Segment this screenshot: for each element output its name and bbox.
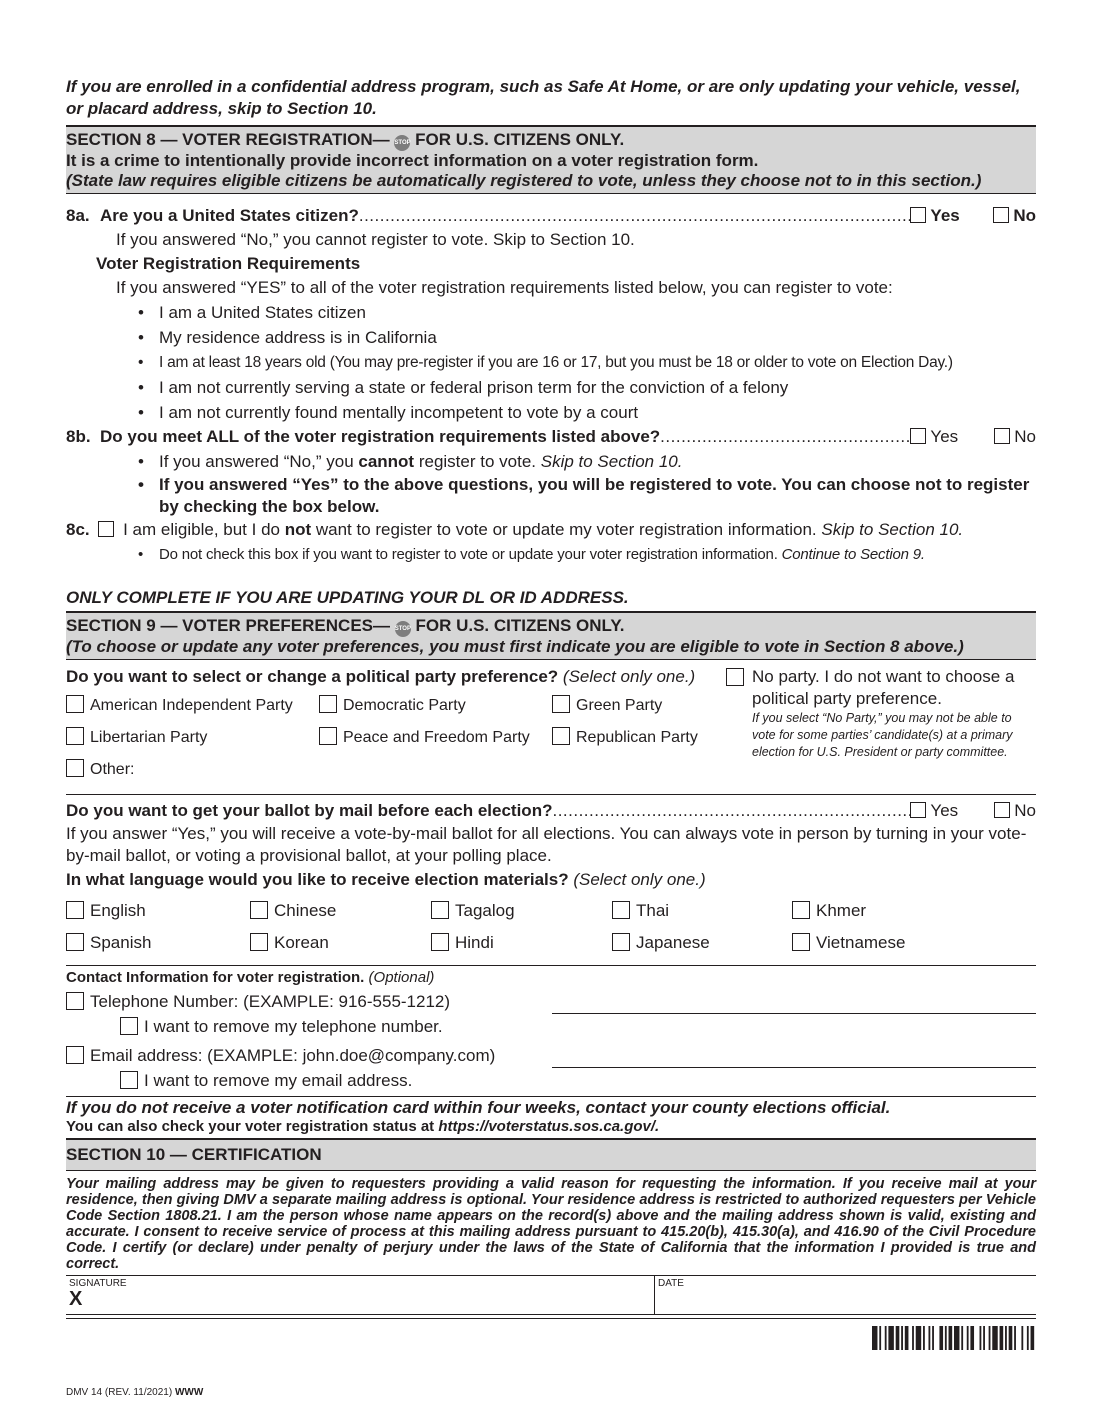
section-9-citizens-only: FOR U.S. CITIZENS ONLY. — [415, 616, 625, 635]
mail-ballot-no-checkbox[interactable] — [994, 802, 1010, 818]
language-option-chinese[interactable] — [250, 895, 431, 927]
voter-status-link[interactable]: https://voterstatus.sos.ca.gov/. — [438, 1118, 660, 1135]
skip-to-section-10: Skip to Section 10. — [540, 452, 683, 471]
email-option[interactable] — [66, 1044, 552, 1068]
barcode-bar — [970, 1326, 974, 1350]
contact-info-heading: Contact Information for voter registration. — [66, 969, 365, 986]
no-party-label: No party. I do not want to choose a political party preference. — [752, 667, 1015, 708]
ballot-by-mail-text: Do you want to get your ballot by mail before each election? — [66, 801, 553, 820]
requirements-list — [66, 300, 1036, 425]
barcode-bar — [896, 1326, 900, 1350]
email-address-field[interactable] — [552, 1049, 1036, 1068]
no-party-checkbox[interactable] — [726, 668, 744, 686]
note-cannot: cannot — [358, 452, 415, 471]
barcode-bar — [888, 1326, 893, 1350]
language-label: Vietnamese — [816, 933, 906, 952]
question-8a-note: If you answered “No,” you cannot register to vote. Skip to Section 10. — [116, 230, 635, 249]
no-label: No — [1013, 206, 1036, 225]
barcode-bar — [932, 1326, 934, 1350]
note-text: If you answered “No,” you — [159, 452, 359, 471]
checkbox[interactable] — [552, 695, 570, 713]
language-option-english[interactable] — [66, 895, 250, 927]
email-row — [66, 1044, 1036, 1068]
party-option-other[interactable] — [66, 754, 319, 786]
party-option-republican[interactable] — [552, 722, 726, 754]
party-label: Libertarian Party — [90, 729, 208, 746]
language-option-khmer[interactable] — [792, 895, 1032, 927]
question-8b-number: 8b. — [66, 427, 91, 446]
barcode-bar — [1027, 1326, 1029, 1350]
language-question-text: In what language would you like to receive election materials? — [66, 870, 569, 889]
section-8-crime-warning: It is a crime to intentionally provide incorrect information on a voter registration form. — [66, 151, 759, 170]
divider — [66, 794, 1036, 795]
section-10-title: SECTION 10 — CERTIFICATION — [66, 1145, 322, 1164]
section-8-state-law: (State law requires eligible citizens be automatically registered to vote, unless they choose not to in this section.) — [66, 171, 982, 190]
barcode-bar — [1009, 1326, 1013, 1350]
barcode-bar — [989, 1326, 991, 1350]
divider — [66, 1318, 1036, 1319]
signature-field[interactable] — [66, 1276, 655, 1314]
language-label: Korean — [274, 933, 329, 952]
language-option-vietnamese[interactable] — [792, 927, 1032, 959]
party-question-text: Do you want to select or change a political party preference? — [66, 667, 559, 686]
language-label: Thai — [636, 901, 670, 920]
language-option-hindi[interactable] — [431, 927, 612, 959]
language-label: Hindi — [455, 933, 494, 952]
barcode-bar — [1000, 1326, 1004, 1350]
barcode-bar — [961, 1326, 963, 1350]
party-option-democratic[interactable] — [319, 690, 552, 722]
question-8b — [66, 425, 1036, 449]
citizen-yes-checkbox[interactable] — [910, 207, 926, 223]
requirements-intro: If you answered “YES” to all of the voter registration requirements listed below, you can register to vote: — [116, 278, 893, 297]
question-8c-text: I am eligible, but I do — [123, 520, 285, 539]
no-label: No — [1014, 801, 1036, 820]
language-option-thai[interactable] — [612, 895, 792, 927]
checkbox[interactable] — [66, 759, 84, 777]
checkbox[interactable] — [552, 727, 570, 745]
barcode-bar — [1021, 1326, 1023, 1350]
language-question — [66, 867, 1036, 893]
language-options — [66, 895, 1036, 959]
citizen-no-checkbox[interactable] — [993, 207, 1009, 223]
signature-x-mark: X — [69, 1288, 83, 1310]
barcode-bar — [901, 1326, 903, 1350]
section-9-subtitle: (To choose or update any voter preferences, you must first indicate you are eligible to vote in Section 8 above.) — [66, 637, 964, 656]
language-option-tagalog[interactable] — [431, 895, 612, 927]
language-label: Spanish — [90, 933, 152, 952]
party-option-american-independent[interactable] — [66, 690, 319, 722]
no-label: No — [1014, 427, 1036, 446]
barcode-bar — [872, 1326, 877, 1350]
yes-label: Yes — [930, 801, 959, 820]
requirement-item: • My residence address is in California — [66, 325, 1036, 350]
barcode-bar — [1031, 1326, 1035, 1350]
section-8-title: SECTION 8 — VOTER REGISTRATION— — [66, 130, 390, 149]
question-8b-note-yes: • If you answered “Yes” to the above questions, you will be registered to vote. You can choose not to register by checking the box below. — [66, 474, 1036, 518]
dot-leader — [552, 799, 910, 823]
question-8b-text: Do you meet ALL of the voter registration requirements listed above? — [100, 427, 661, 446]
no-party-block — [726, 666, 1036, 786]
barcode-bar — [879, 1326, 881, 1350]
stop-sign-icon: STOP — [394, 135, 410, 151]
checkbox[interactable] — [319, 695, 337, 713]
party-label: Green Party — [576, 697, 663, 714]
remove-email-checkbox[interactable] — [120, 1071, 138, 1089]
party-label: Other: — [90, 761, 135, 778]
section-9-title: SECTION 9 — VOTER PREFERENCES— — [66, 616, 390, 635]
section-10-header — [66, 1138, 1036, 1171]
note-text: Do not check this box if you want to register to vote or update your voter registration information. — [159, 546, 782, 563]
requirement-item: • I am at least 18 years old (You may pre-register if you are 16 or 17, but you must be 18 or older to vote on Election Day.) — [66, 350, 1036, 375]
question-8c-note — [66, 542, 1036, 567]
language-option-korean[interactable] — [250, 927, 431, 959]
checkbox[interactable] — [66, 933, 84, 951]
barcode-bar — [983, 1326, 985, 1350]
only-complete-notice: ONLY COMPLETE IF YOU ARE UPDATING YOUR DL OR ID ADDRESS. — [66, 588, 629, 607]
notification-card-notice: If you do not receive a voter notification card within four weeks, contact your county elections official. — [66, 1098, 891, 1117]
no-party-note: If you select “No Party,” you may not be able to vote for some parties’ candidate(s) at a primary election for U.S. President or party committee. — [752, 711, 1013, 759]
question-8c — [66, 518, 1036, 542]
barcode-bar — [980, 1326, 982, 1350]
question-8a-text: Are you a United States citizen? — [100, 206, 359, 225]
barcode-bar — [939, 1326, 943, 1350]
barcode-bar — [967, 1326, 969, 1350]
question-8c-number: 8c. — [66, 520, 90, 539]
barcode-bar — [992, 1326, 997, 1350]
remove-phone-label: I want to remove my telephone number. — [144, 1017, 443, 1036]
do-not-register-checkbox[interactable] — [98, 521, 114, 537]
ballot-by-mail-question — [66, 799, 1036, 823]
continue-to-section-9: Continue to Section 9. — [781, 546, 925, 563]
email-label: Email address: (EXAMPLE: john.doe@company.com) — [90, 1046, 496, 1065]
party-option-libertarian[interactable] — [66, 722, 319, 754]
date-label: DATE — [658, 1278, 684, 1289]
barcode-bar — [928, 1326, 930, 1350]
party-option-green[interactable] — [552, 690, 726, 722]
language-label: English — [90, 901, 146, 920]
remove-phone-option[interactable] — [66, 1014, 1036, 1040]
language-label: Khmer — [816, 901, 867, 920]
stop-sign-icon: STOP — [395, 621, 411, 637]
date-field[interactable] — [655, 1276, 1036, 1314]
barcode-bar — [916, 1326, 921, 1350]
remove-email-label: I want to remove my email address. — [144, 1071, 413, 1090]
form-number: DMV 14 (REV. 11/2021) — [66, 1387, 175, 1398]
language-label: Chinese — [274, 901, 337, 920]
checkbox[interactable] — [250, 933, 268, 951]
barcode-bar — [945, 1326, 947, 1350]
signature-label: SIGNATURE — [69, 1278, 127, 1289]
requirements-title: Voter Registration Requirements — [96, 254, 361, 273]
party-option-peace-and-freedom[interactable] — [319, 722, 552, 754]
dot-leader — [660, 425, 910, 449]
select-only-one: (Select only one.) — [573, 870, 706, 889]
barcode — [872, 1326, 1036, 1350]
dot-leader — [359, 204, 910, 228]
checkbox[interactable] — [431, 933, 449, 951]
optional-label: (Optional) — [368, 969, 435, 986]
requirements-yes-checkbox[interactable] — [910, 428, 926, 444]
question-8c-text: want to register to vote or update my voter registration information. — [311, 520, 822, 539]
barcode-bar — [954, 1326, 959, 1350]
language-option-japanese[interactable] — [612, 927, 792, 959]
question-8a-number: 8a. — [66, 206, 90, 225]
form-www: WWW — [174, 1387, 204, 1398]
ballot-by-mail-note: If you answer “Yes,” you will receive a vote-by-mail ballot for all elections. You can always vote in person by turning in your vote-by-mail ballot, or voting a provisional ballot, at your polling place. — [66, 824, 1027, 865]
barcode-bar — [949, 1326, 953, 1350]
email-checkbox[interactable] — [66, 1046, 84, 1064]
barcode-bar — [885, 1326, 887, 1350]
section-8-header — [66, 125, 1036, 194]
checkbox[interactable] — [792, 901, 810, 919]
requirement-item: • I am a United States citizen — [66, 300, 1036, 325]
barcode-bar — [912, 1326, 914, 1350]
party-label: Republican Party — [576, 729, 698, 746]
party-options — [66, 690, 726, 786]
checkbox[interactable] — [250, 901, 268, 919]
barcode-bar — [905, 1326, 909, 1350]
yes-label: Yes — [930, 427, 959, 446]
barcode-bar — [1014, 1326, 1016, 1350]
remove-phone-checkbox[interactable] — [120, 1017, 138, 1035]
checkbox[interactable] — [66, 695, 84, 713]
checkbox[interactable] — [431, 901, 449, 919]
section-9-header — [66, 611, 1036, 660]
section-8-citizens-only: FOR U.S. CITIZENS ONLY. — [415, 130, 625, 149]
requirement-item: • I am not currently serving a state or federal prison term for the conviction of a felony — [66, 375, 1036, 400]
skip-to-section-10: Skip to Section 10. — [821, 520, 964, 539]
question-8a — [66, 204, 1036, 228]
checkbox[interactable] — [792, 933, 810, 951]
voter-status-text: You can also check your voter registration status at — [66, 1118, 439, 1135]
remove-email-option[interactable] — [66, 1068, 1036, 1094]
note-text: register to vote. — [414, 452, 541, 471]
checkbox[interactable] — [612, 901, 630, 919]
checkbox[interactable] — [319, 727, 337, 745]
party-question — [66, 666, 726, 688]
party-preference-block — [66, 666, 1036, 786]
mail-ballot-yes-checkbox[interactable] — [910, 802, 926, 818]
checkbox[interactable] — [612, 933, 630, 951]
certification-text: Your mailing address may be given to requesters providing a valid reason for requesting the information. If you receive mail at your residence, then giving DMV a separate mailing address is optional. Your residence address is restricted to authorized requesters per Vehicle Code Section 1808.21. I am the person whose name appears on the record(s) above and the mailing address shown is valid, existing and accurate. I consent to receive service of process at this mailing address pursuant to 415.20(b), 415.30(a), and 416.90 of the Civil Procedure Code. I certify (or declare) under penalty of perjury under the laws of the State of California that the information I provided is true and correct. — [66, 1176, 1036, 1272]
phone-row — [66, 990, 1036, 1014]
barcode-bar — [1005, 1326, 1007, 1350]
confidential-address-instruction: If you are enrolled in a confidential address program, such as Safe At Home, or are only updating your vehicle, vessel, or placard address, skip to Section 10. — [66, 77, 1021, 118]
phone-label: Telephone Number: (EXAMPLE: 916-555-1212) — [90, 992, 451, 1011]
requirement-item: • I am not currently found mentally incompetent to vote by a court — [66, 400, 1036, 425]
signature-date-box — [66, 1275, 1036, 1315]
barcode-bar — [923, 1326, 925, 1350]
language-option-spanish[interactable] — [66, 927, 250, 959]
party-label: Peace and Freedom Party — [343, 729, 530, 746]
voter-status-line — [66, 1118, 1036, 1135]
form-footer — [66, 1387, 203, 1398]
party-label: American Independent Party — [90, 697, 293, 714]
contact-info-title — [66, 966, 1036, 990]
language-label: Tagalog — [455, 901, 515, 920]
yes-label: Yes — [930, 206, 960, 225]
checkbox[interactable] — [66, 901, 84, 919]
form-page — [66, 76, 1036, 1319]
phone-option[interactable] — [66, 990, 552, 1014]
select-only-one: (Select only one.) — [562, 667, 696, 686]
checkbox[interactable] — [66, 727, 84, 745]
phone-checkbox[interactable] — [66, 992, 84, 1010]
party-label: Democratic Party — [343, 697, 466, 714]
question-8b-note-no — [66, 449, 1036, 474]
phone-number-field[interactable] — [552, 995, 1036, 1014]
requirements-no-checkbox[interactable] — [994, 428, 1010, 444]
language-label: Japanese — [636, 933, 710, 952]
question-8c-not: not — [284, 520, 312, 539]
